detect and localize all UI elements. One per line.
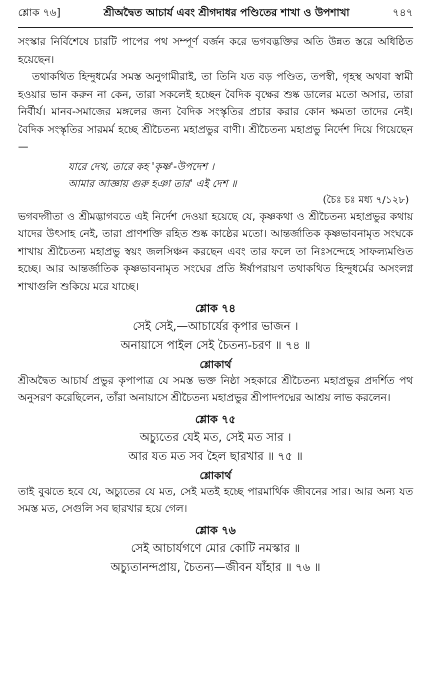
verse-line: অচ্যুতের যেই মত, সেই মত সার । (139, 430, 292, 444)
verse-line: আর যত মত সব হৈল ছারখার ॥ ৭৫ ॥ (128, 449, 303, 463)
verse-line: সেই আচার্যগণে মোর কোটি নমস্কার ॥ (130, 541, 301, 555)
verse-text (18, 428, 413, 466)
section-heading: শ্লোকার্থ (199, 359, 232, 371)
verse-text (18, 539, 413, 577)
verse-number: শ্লোক ৭৪ (195, 302, 236, 315)
page-number: ৭৪৭ (392, 7, 413, 19)
header-verse-ref: শ্লোক ৭৬] (18, 7, 61, 19)
running-header (18, 6, 413, 28)
header-chapter-title: শ্রীঅদ্বৈত আচার্য এবং শ্রীগদাধর পণ্ডিতের শাখা ও উপশাখা (103, 7, 350, 19)
verse-line: সেই সেই,—আচার্যের কৃপার ভাজন । (132, 319, 299, 333)
verse-translation: শ্রীঅদ্বৈত আচার্য প্রভুর কৃপাপাত্র যে সমস্ত ভক্ত নিষ্ঠা সহকারে শ্রীচৈতন্য মহাপ্রভুর প্রদর্শিত পথ অনুসরণ করেছিলেন, তাঁরা অনায়াসে শ্রীচৈতন্য মহাপ্রভুর শ্রীপাদপদ্মের আশ্রয় লাভ করলেন। (18, 375, 413, 404)
verse-line: অনায়াসে পাইল সেই চৈতন্য-চরণ ॥ ৭৪ ॥ (120, 338, 311, 352)
quoted-verse (68, 159, 413, 193)
verse-number: শ্লোক ৭৫ (195, 413, 236, 426)
purport-paragraph: তথাকথিত হিন্দুধর্মের সমস্ত অনুগামীরাই, তা তিনি যত বড় পণ্ডিত, তপস্বী, গৃহস্থ অথবা স্বামী হওয়ার ভান করুন না কেন, তারা সকলেই হচ্ছেন বৈদিক বৃক্ষের শুষ্ক ডালের মতো অসার, তারা নির্বীর্য। মানব-সমাজের মঙ্গলের জন্য বৈদিক সংস্কৃতির প্রচার করার কোন ক্ষমতা তাদের নেই। বৈদিক সংস্কৃতির সারমর্ম হচ্ছে শ্রীচৈতন্য মহাপ্রভুর বাণী। শ্রীচৈতন্য মহাপ্রভু নির্দেশ দিয়ে গিয়েছেন— (18, 71, 413, 153)
quoted-verse-line: আমার আজ্ঞায় গুরু হঞা তার' এই দেশ ॥ (68, 178, 237, 190)
verse-text (18, 317, 413, 355)
purport-paragraph: ভগবদ্গীতা ও শ্রীমদ্ভাগবতে এই নির্দেশ দেওয়া হয়েছে যে, কৃষ্ণকথা ও শ্রীচৈতন্য মহাপ্রভুর কথায় যাদের উৎসাহ নেই, তারা প্রাণশক্তি রহিত শুষ্ক কাষ্ঠের মতো। আন্তর্জাতিক কৃষ্ণভাবনামৃত সংঘকে শাখায় শ্রীচৈতন্য মহাপ্রভু স্বয়ং জলসিঞ্চন করছেন এবং তার ফলে তা নিঃসন্দেহে সাফল্যমণ্ডিত হচ্ছে। আর আন্তর্জাতিক কৃষ্ণভাবনামৃত সংঘের প্রতি ঈর্ষাপরায়ণ তথাকথিত হিন্দুধর্মের অসংলগ্ন শাখাগুলি শুকিয়ে মরে যাচ্ছে। (18, 210, 413, 293)
verse-number: শ্লোক ৭৬ (195, 524, 236, 537)
scripture-reference: (চৈঃ চঃ মধ্য ৭/১২৮) (322, 194, 409, 206)
section-heading: শ্লোকার্থ (199, 470, 232, 482)
quoted-verse-line: যারে দেখ, তারে কহ 'কৃষ্ণ'-উপদেশ । (68, 161, 215, 173)
purport-paragraph: সংস্কার নির্বিশেষে চারটি পাপের পথ সম্পূর্ণ বর্জন করে ভগবদ্ভক্তির অতি উন্নত স্তরে অধিষ্ঠিত হয়েছেন। (18, 36, 413, 66)
verse-line: অচ্যুতানন্দপ্রায়, চৈতন্য—জীবন যাঁহার ॥ ৭৬ ॥ (110, 560, 321, 574)
verse-translation: তাই বুঝতে হবে যে, অচ্যুতের যে মত, সেই মতই হচ্ছে পারমার্থিক জীবনের সার। আর অন্য যত সমস্ত মত, সেগুলি সব ছারখার হয়ে গেল। (18, 486, 413, 515)
